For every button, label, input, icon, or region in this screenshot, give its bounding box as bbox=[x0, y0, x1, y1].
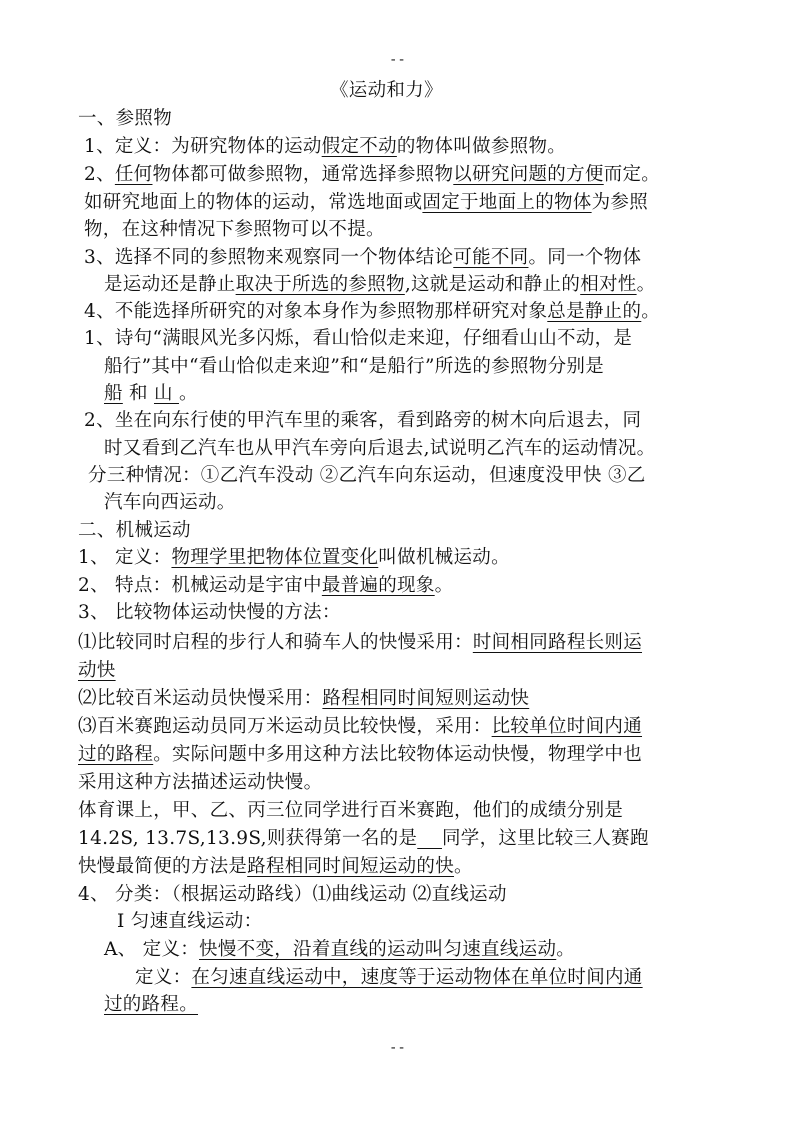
text-line: ⑶百米赛跑运动员同万米运动员比较快慢，采用：比较单位时间内通 bbox=[78, 716, 643, 737]
text-line: 采用这种方法描述运动快慢。 bbox=[78, 772, 323, 793]
text-line: 1、诗句“满眼风光多闪烁，看山恰似走来迎，仔细看山山不动，是 bbox=[84, 328, 633, 349]
text-line: 时又看到乙汽车也从甲汽车旁向后退去,试说明乙汽车的运动情况。 bbox=[104, 438, 656, 459]
text-line: 4、不能选择所研究的对象本身作为参照物那样研究对象总是静止的。 bbox=[84, 301, 661, 322]
text-line: ⑴比较同时启程的步行人和骑车人的快慢采用：时间相同路程长则运 bbox=[78, 632, 643, 653]
text-line: 2、任何物体都可做参照物，通常选择参照物以研究问题的方便而定。 bbox=[84, 164, 661, 185]
text-line: 汽车向西运动。 bbox=[104, 492, 236, 513]
section-heading-mechanical-motion: 二、机械运动 bbox=[78, 520, 191, 541]
text-line: 4、 分类：（根据运动路线）⑴曲线运动 ⑵直线运动 bbox=[78, 884, 507, 905]
text-line: A、 定义：快慢不变，沿着直线的运动叫匀速直线运动。 bbox=[104, 939, 576, 960]
text-line: 3、 比较物体运动快慢的方法： bbox=[78, 602, 341, 623]
text-line: 动快 bbox=[78, 660, 116, 681]
text-line: 如研究地面上的物体的运动，常选地面或固定于地面上的物体为参照 bbox=[84, 192, 649, 213]
text-line: ⑵比较百米运动员快慢采用：路程相同时间短则运动快 bbox=[78, 688, 530, 709]
text-line: 分三种情况：①乙汽车没动 ②乙汽车向东运动，但速度没甲快 ③乙 bbox=[88, 465, 646, 486]
text-line: 快慢最简便的方法是路程相同时间短运动的快。 bbox=[78, 856, 473, 877]
text-line: 1、定义：为研究物体的运动假定不动的物体叫做参照物。 bbox=[84, 136, 567, 157]
text-line: 2、坐在向东行使的甲汽车里的乘客，看到路旁的树木向后退去，同 bbox=[84, 410, 642, 431]
text-line: 体育课上，甲、乙、丙三位同学进行百米赛跑，他们的成绩分别是 bbox=[78, 800, 624, 821]
text-line: 1、 定义：物理学里把物体位置变化叫做机械运动。 bbox=[78, 547, 510, 568]
header-mark: -- bbox=[389, 52, 406, 68]
document-title: 《运动和力》 bbox=[330, 80, 443, 101]
text-line: 船行”其中“看山恰似走来迎”和“是船行”所选的参照物分别是 bbox=[104, 356, 604, 377]
text-line: 14.2S, 13.7S,13.9S,则获得第一名的是 同学，这里比较三人赛跑 bbox=[78, 828, 649, 849]
text-line: 是运动还是静止取决于所选的参照物,这就是运动和静止的相对性。 bbox=[104, 274, 656, 295]
subsection-heading: Ⅰ 匀速直线运动： bbox=[117, 911, 263, 932]
footer-mark: -- bbox=[389, 1040, 406, 1056]
text-line: 过的路程。 bbox=[104, 994, 199, 1015]
text-line: 2、 特点：机械运动是宇宙中最普遍的现象。 bbox=[78, 575, 454, 596]
answer-blank bbox=[417, 828, 442, 849]
text-line: 过的路程。实际问题中多用这种方法比较物体运动快慢，物理学中也 bbox=[78, 744, 643, 765]
section-heading-reference: 一、参照物 bbox=[78, 108, 173, 129]
text-line: 物，在这种情况下参照物可以不提。 bbox=[84, 219, 385, 240]
text-line: 定义：在匀速直线运动中，速度等于运动物体在单位时间内通 bbox=[135, 967, 643, 988]
text-line: 船 和 山 。 bbox=[104, 383, 198, 404]
text-line: 3、选择不同的参照物来观察同一个物体结论可能不同。同一个物体 bbox=[84, 247, 642, 268]
